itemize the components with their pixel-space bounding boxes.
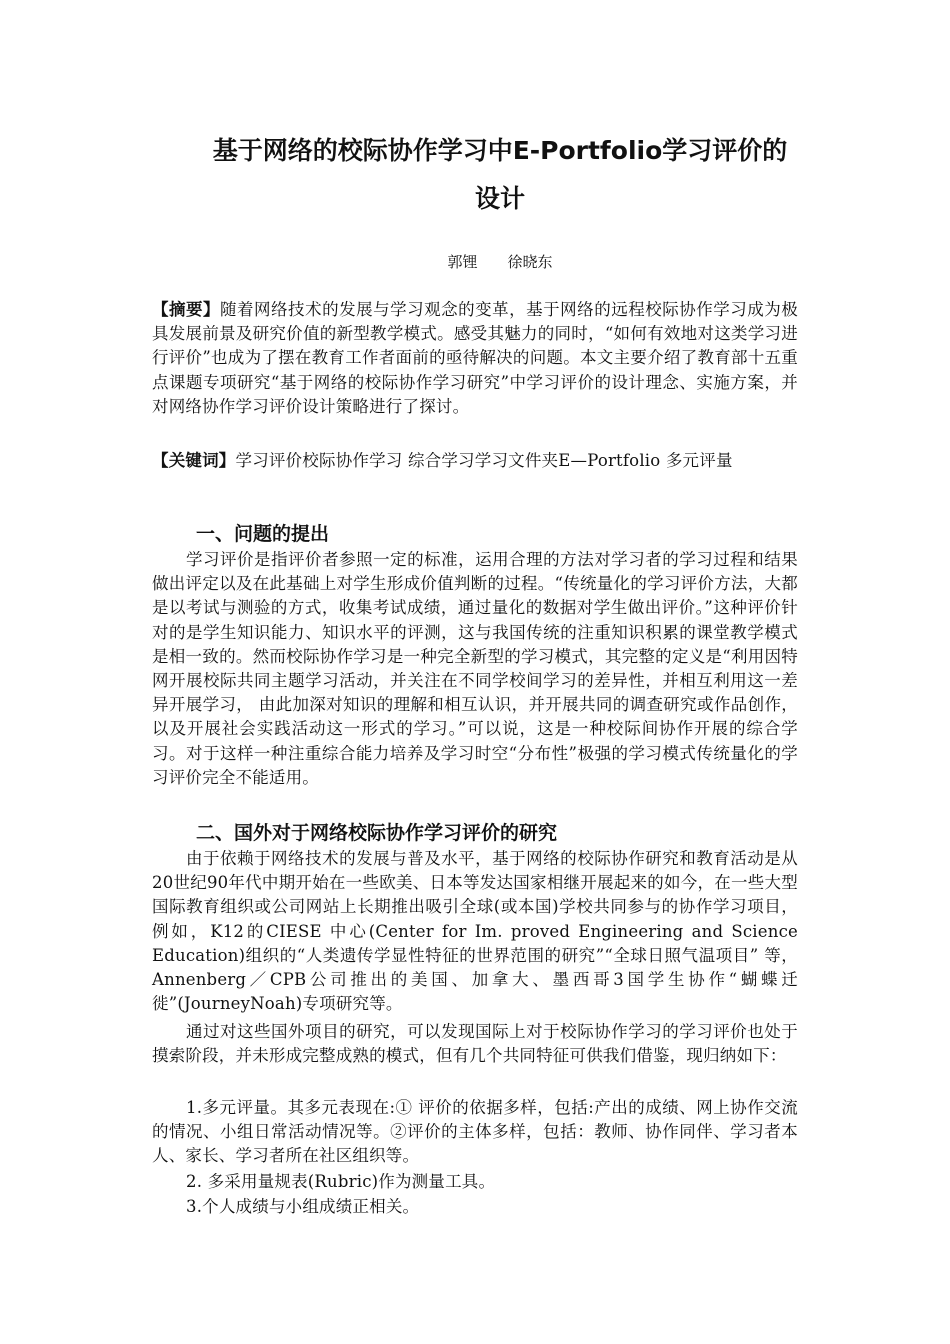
keywords-label: 【关键词】 xyxy=(152,451,236,470)
author-names: 郭锂 徐晓东 xyxy=(447,253,553,271)
list-item-2: 2. 多采用量规表(Rubric)作为测量工具。 xyxy=(186,1172,496,1191)
paper-title-line-1: 基于网络的校际协作学习中E-Portfolio学习评价的 xyxy=(212,136,788,165)
section-2-paragraph-1: 由于依赖于网络技术的发展与普及水平，基于网络的校际协作研究和教育活动是从20世纪90年代中期开始在一些欧美、日本等发达国家相继开展起来的如今，在一些大型国际教育组织或公司网站上长期推出吸引全球(或本国)学校共同参与的协作学习项目，例如，K12的CIESE 中心(Center for Im. proved Engineering and Science Education)组织的“人类遗传学显性特征的世界范围的研究”“全球日照气温项目” 等，Annenberg／CPB公司推出的美国、加拿大、墨西哥3国学生协作“蝴蝶迁徙”(JourneyNoah)专项研究等。 xyxy=(152,849,798,1014)
abstract-block xyxy=(152,298,798,419)
keywords-text: 学习评价校际协作学习 综合学习学习文件夹E—Portfolio 多元评量 xyxy=(235,451,733,470)
list-item-1: 1.多元评量。其多元表现在:① 评价的依据多样，包括:产出的成绩、网上协作交流的情况、小组日常活动情况等。②评价的主体多样，包括：教师、协作同伴、学习者本人、家长、学习者所在社区组织等。 xyxy=(152,1098,798,1166)
section-1-heading: 一、问题的提出 xyxy=(196,523,330,545)
abstract-text: 随着网络技术的发展与学习观念的变革，基于网络的远程校际协作学习成为极具发展前景及研究价值的新型教学模式。感受其魅力的同时，“如何有效地对这类学习进行评价”也成为了摆在教育工作者面前的亟待解决的问题。本文主要介绍了教育部十五重点课题专项研究“基于网络的校际协作学习研究”中学习评价的设计理念、实施方案，并对网络协作学习评价设计策略进行了探讨。 xyxy=(152,300,798,416)
section-1-paragraph: 学习评价是指评价者参照一定的标准，运用合理的方法对学习者的学习过程和结果做出评定以及在此基础上对学生形成价值判断的过程。“传统量化的学习评价方法，大都是以考试与测验的方式，收集考试成绩，通过量化的数据对学生做出评价。”这种评价针对的是学生知识能力、知识水平的评测，这与我国传统的注重知识积累的课堂教学模式是相一致的。然而校际协作学习是一种完全新型的学习模式，其完整的定义是“利用因特网开展校际共同主题学习活动，并关注在不同学校间学习的差异性，并相互利用这一差异开展学习， 由此加深对知识的理解和相互认识，并开展共同的调查研究或作品创作，以及开展社会实践活动这一形式的学习。”可以说，这是一种校际间协作开展的综合学习。对于这样一种注重综合能力培养及学习时空“分布性”极强的学习模式传统量化的学习评价完全不能适用。 xyxy=(152,550,798,787)
paper-title-line-2: 设计 xyxy=(474,184,525,213)
section-2-heading: 二、国外对于网络校际协作学习评价的研究 xyxy=(196,822,558,844)
list-item-3: 3.个人成绩与小组成绩正相关。 xyxy=(186,1197,420,1216)
abstract-label: 【摘要】 xyxy=(152,300,221,319)
section-2-paragraph-2: 通过对这些国外项目的研究，可以发现国际上对于校际协作学习的学习评价也处于摸索阶段，并未形成完整成熟的模式，但有几个共同特征可供我们借鉴，现归纳如下： xyxy=(152,1022,798,1066)
keywords-block xyxy=(152,449,798,473)
